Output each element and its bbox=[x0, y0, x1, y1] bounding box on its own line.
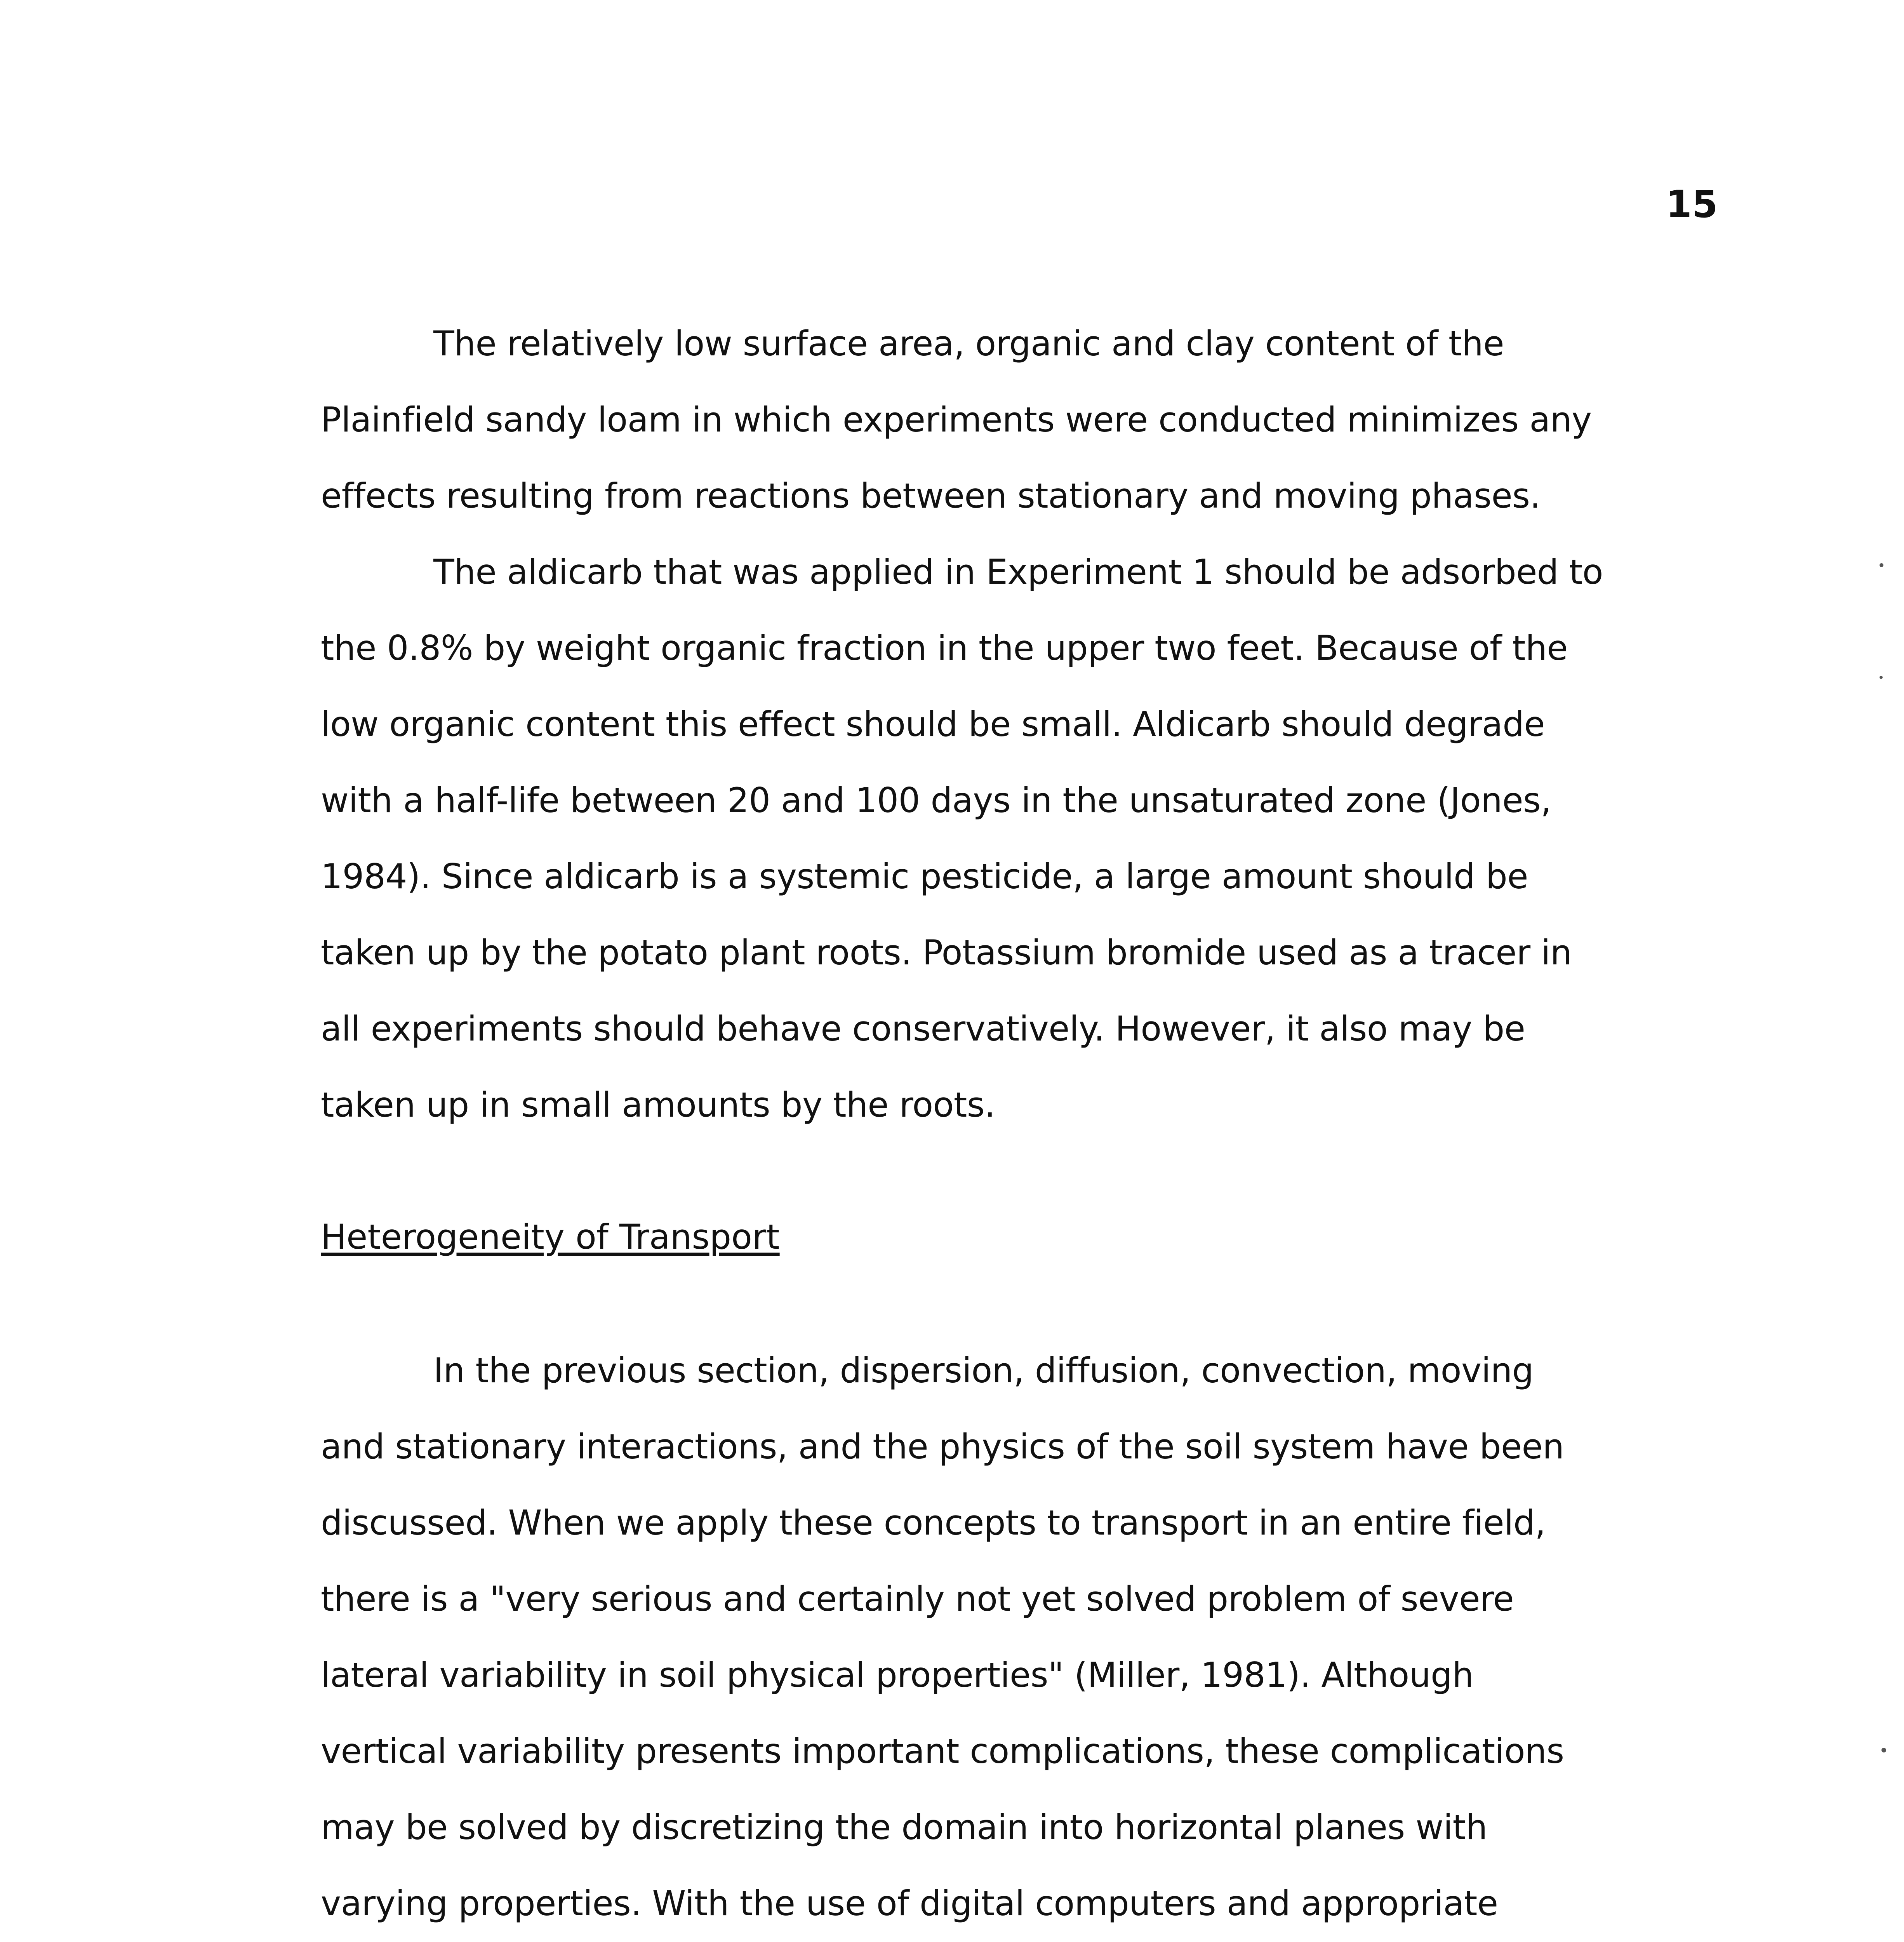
text-line: the 0.8% by weight organic fraction in the upper two feet. Because of the bbox=[321, 628, 1568, 668]
section-heading: Heterogeneity of Transport bbox=[321, 1217, 780, 1257]
text-line: and stationary interactions, and the physics of the soil system have been bbox=[321, 1427, 1564, 1467]
text-line: lateral variability in soil physical properties" (Miller, 1981). Although bbox=[321, 1655, 1474, 1695]
text-line: taken up in small amounts by the roots. bbox=[321, 1085, 995, 1125]
text-line: all experiments should behave conservatively. However, it also may be bbox=[321, 1009, 1525, 1049]
text-line: In the previous section, dispersion, diffusion, convection, moving bbox=[433, 1350, 1534, 1390]
scan-speck bbox=[1881, 1748, 1886, 1752]
text-line: vertical variability presents important complications, these complications bbox=[321, 1731, 1564, 1771]
text-line: 1984). Since aldicarb is a systemic pesticide, a large amount should be bbox=[321, 856, 1528, 896]
text-line: The relatively low surface area, organic and clay content of the bbox=[433, 324, 1504, 364]
scan-speck bbox=[1880, 676, 1883, 679]
text-line: low organic content this effect should be small. Aldicarb should degrade bbox=[321, 704, 1545, 744]
text-line: varying properties. With the use of digital computers and appropriate bbox=[321, 1883, 1498, 1923]
text-line: taken up by the potato plant roots. Potassium bromide used as a tracer in bbox=[321, 933, 1572, 973]
scan-speck bbox=[1880, 563, 1883, 567]
text-line: there is a "very serious and certainly not yet solved problem of severe bbox=[321, 1579, 1514, 1619]
text-line: may be solved by discretizing the domain into horizontal planes with bbox=[321, 1807, 1487, 1847]
page-number: 15 bbox=[1666, 183, 1718, 226]
text-line: Plainfield sandy loam in which experiments were conducted minimizes any bbox=[321, 400, 1592, 440]
text-line: discussed. When we apply these concepts to transport in an entire field, bbox=[321, 1503, 1546, 1543]
text-line: effects resulting from reactions between stationary and moving phases. bbox=[321, 476, 1541, 516]
text-line: with a half-life between 20 and 100 days in the unsaturated zone (Jones, bbox=[321, 780, 1551, 820]
text-line: The aldicarb that was applied in Experiment 1 should be adsorbed to bbox=[433, 552, 1603, 592]
